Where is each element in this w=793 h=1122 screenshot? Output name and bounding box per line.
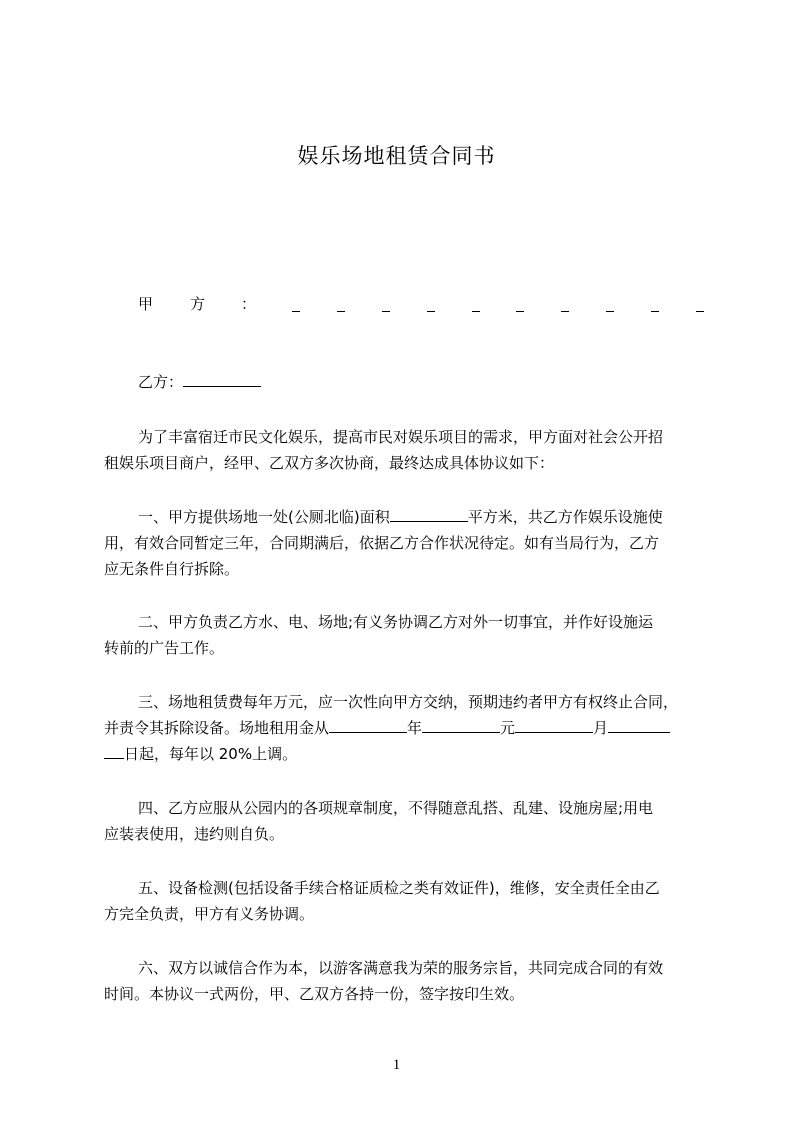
blank-dash [382, 292, 390, 316]
clause-1-text-after-area: 平方米，共乙方作娱乐设施使 [467, 508, 663, 526]
blank-dash [427, 292, 435, 316]
party-b-label: 乙方： [138, 373, 184, 391]
clause-6-line-1: 六、双方以诚信合作为本，以游客满意我为荣的服务宗旨，共同完成合同的有效 [138, 959, 664, 977]
clause-5-line-2: 方完全负责，甲方有义务协调。 [104, 905, 315, 923]
blank-dash [472, 292, 480, 316]
blank-dash [337, 292, 345, 316]
area-blank [390, 505, 468, 522]
party-a-label-char-2: 方 [190, 295, 206, 313]
blank-dash [292, 292, 300, 316]
clause-1-line-1 [138, 505, 663, 529]
document-title: 娱乐场地租赁合同书 [297, 144, 496, 168]
party-a-line [138, 292, 704, 316]
amount-blank [422, 716, 500, 733]
clause-1-line-3: 应无条件自行拆除。 [104, 560, 240, 578]
blank-dash [696, 292, 704, 316]
intro-line-2: 租娱乐项目商户，经甲、乙双方多次协商，最终达成具体协议如下： [104, 454, 555, 472]
clause-6-line-2: 时间。本协议一式两份，甲、乙双方各持一份，签字按印生效。 [104, 985, 525, 1003]
page-number: 1 [392, 1057, 401, 1073]
blank-dash [516, 292, 524, 316]
intro-line-1: 为了丰富宿迁市民文化娱乐，提高市民对娱乐项目的需求，甲方面对社会公开招 [138, 428, 664, 446]
clause-3-line-2 [104, 716, 670, 740]
clause-3-text-a: 并责令其拆除设备。场地租用金从 [104, 719, 330, 737]
clause-5-line-1: 五、设备检测(包括设备手续合格证质检之类有效证件)，维修，安全责任全由乙 [138, 879, 660, 897]
year-unit: 年 [407, 719, 423, 737]
yuan-unit: 元 [500, 719, 516, 737]
clause-4-line-2: 应装表使用，违约则自负。 [104, 825, 285, 843]
blank-dash [651, 292, 659, 316]
day-blank-part-2 [104, 742, 124, 759]
day-blank-part-1 [608, 716, 670, 733]
start-blank [329, 716, 407, 733]
blank-dash [561, 292, 569, 316]
clause-2-line-1: 二、甲方负责乙方水、电、场地;有义务协调乙方对外一切事宜，并作好设施运 [138, 613, 654, 631]
party-b-line [138, 370, 261, 394]
party-a-blank [292, 292, 704, 316]
clause-3-line-1: 三、场地租赁费每年万元，应一次性向甲方交纳，预期违约者甲方有权终止合同， [138, 693, 679, 711]
clause-3-text-day: 日起，每年以 20%上调。 [124, 745, 298, 763]
party-a-label-char-1: 甲 [138, 295, 154, 313]
clause-4-line-1: 四、乙方应服从公园内的各项规章制度，不得随意乱搭、乱建、设施房屋;用电 [138, 799, 654, 817]
clause-2-line-2: 转前的广告工作。 [104, 639, 225, 657]
clause-3-line-3 [104, 742, 297, 766]
month-blank [515, 716, 593, 733]
month-unit: 月 [593, 719, 609, 737]
blank-dash [606, 292, 614, 316]
clause-1-text-before-area: 一、甲方提供场地一处(公厕北临)面积 [138, 508, 390, 526]
clause-1-line-2: 用，有效合同暂定三年，合同期满后，依据乙方合作状况待定。如有当局行为，乙方 [104, 534, 660, 552]
party-a-colon: ： [241, 295, 257, 313]
party-b-blank [183, 370, 261, 387]
